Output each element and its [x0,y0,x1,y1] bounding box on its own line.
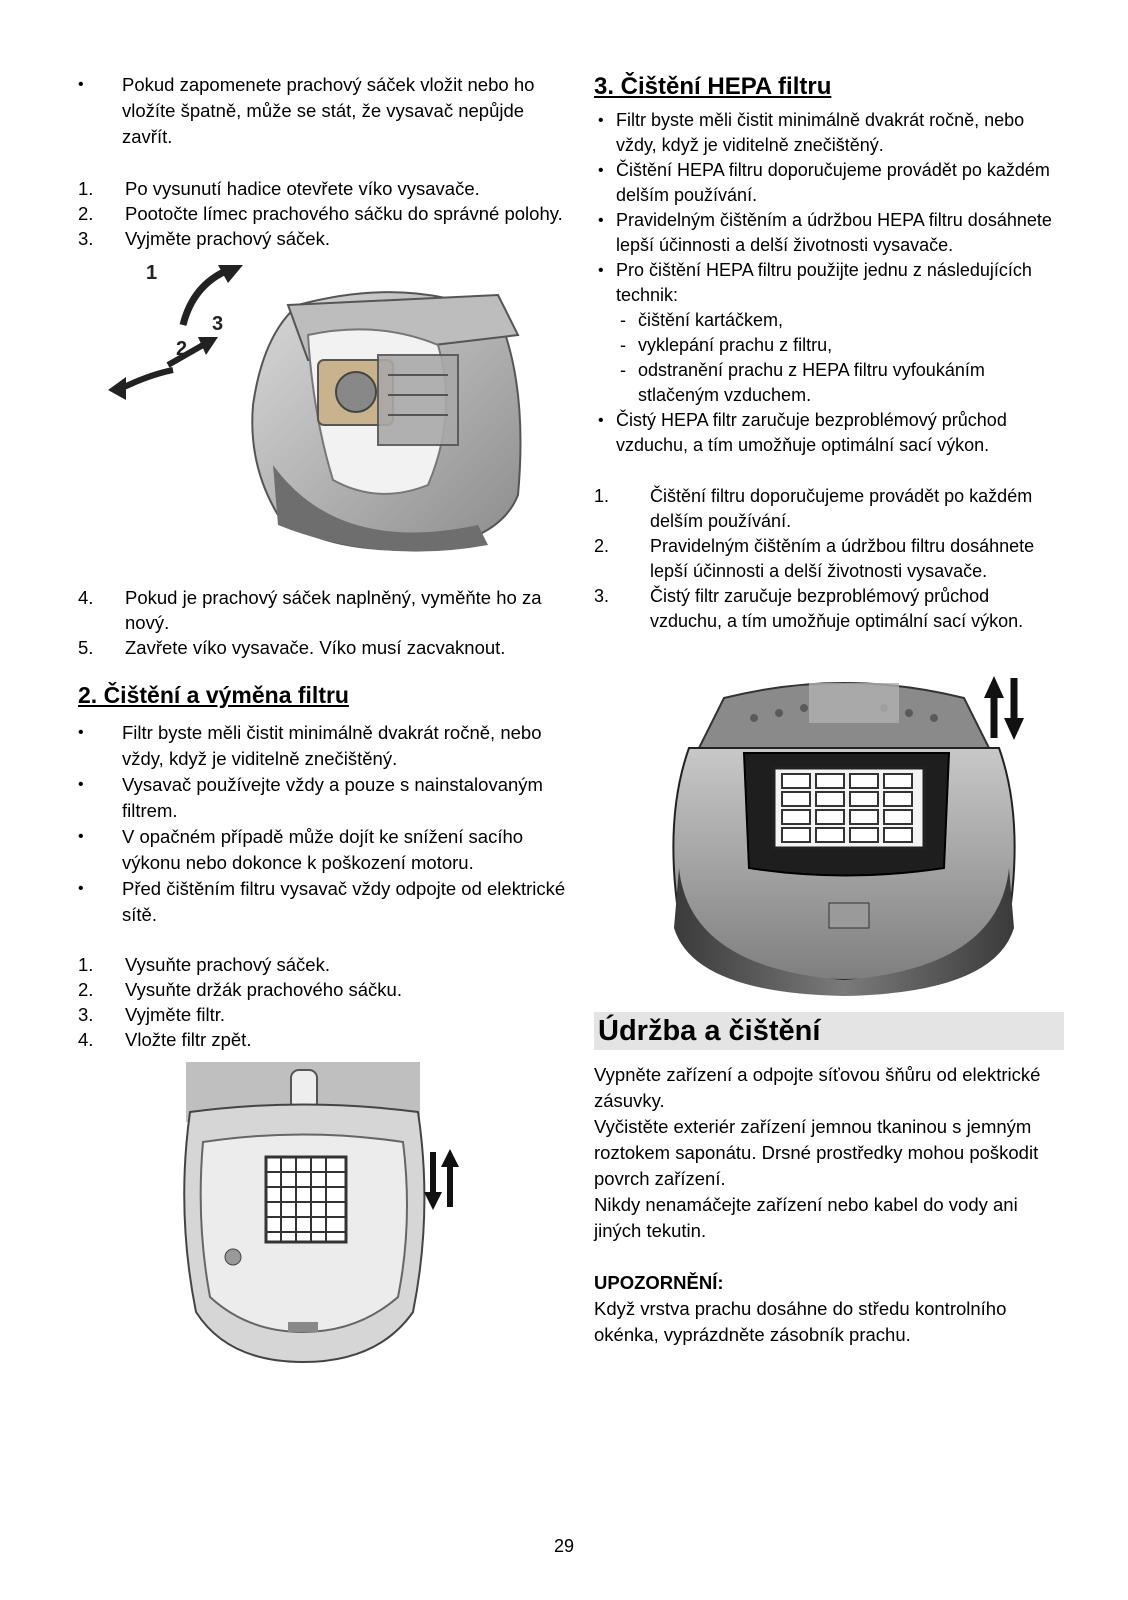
maintenance-paragraph: Vypněte zařízení a odpojte síťovou šňůru od elektrické zásuvky. [594,1064,1041,1111]
list-item: • Vysavač používejte vždy a pouze s nainstalovaným filtrem. [78,772,568,824]
list-item: 1. Po vysunutí hadice otevřete víko vysavače. [78,178,480,199]
up-down-arrows-icon [984,676,1024,740]
maintenance-paragraph: Nikdy nenamáčejte zařízení nebo kabel do vody ani jiných tekutin. [594,1194,1018,1241]
section2-steps [78,952,568,1052]
list-item: 4. Vložte filtr zpět. [78,1029,252,1050]
list-item: • Čištění HEPA filtru doporučujeme provádět po každém delším používání. [594,158,1064,208]
list-item: - čištění kartáčkem, [616,308,1064,333]
section3-bullet-last [594,408,1064,458]
list-item: 4. Pokud je prachový sáček naplněný, vyměňte ho za nový. [78,587,542,633]
list-item: 2. Vysuňte držák prachového sáčku. [78,979,402,1000]
maintenance-paragraph: Vyčistěte exteriér zařízení jemnou tkaninou s jemným roztokem saponátu. Drsné prostředky mohou poškodit povrch zařízení. [594,1116,1039,1189]
up-down-arrows-icon [424,1149,459,1210]
list-item: • Filtr byste měli čistit minimálně dvakrát ročně, nebo vždy, když je viditelně znečištěný. [594,108,1064,158]
section2-bullets [78,720,568,928]
list-item: 2. Pootočte límec prachového sáčku do správné polohy. [78,203,563,224]
figure1-label-2: 2 [176,338,188,360]
list-item: • Pro čištění HEPA filtru použijte jednu z následujících technik: [594,258,1064,308]
list-item: 2. Pravidelným čištěním a údržbou filtru dosáhnete lepší účinnosti a delší životnosti vysavače. [594,536,1035,581]
warning-text: Když vrstva prachu dosáhne do středu kontrolního okénka, vyprázdněte zásobník prachu. [594,1298,1007,1345]
figure1-label-3: 3 [212,313,224,335]
section2-title: 2. Čištění a výměna filtru [78,682,349,708]
list-item: 5. Zavřete víko vysavače. Víko musí zacvaknout. [78,637,506,658]
intro-bullets [78,72,568,150]
list-item: • Filtr byste měli čistit minimálně dvakrát ročně, nebo vždy, když je viditelně znečištěný. [78,720,568,772]
figure-dust-bag [78,265,568,565]
maintenance-text [594,1062,1064,1244]
maintenance-title: Údržba a čištění [594,1012,1064,1050]
figure1-label-1: 1 [146,265,158,284]
list-item: - vyklepání prachu z filtru, [616,333,1064,358]
section3-bullets [594,108,1064,308]
steps-list-b [78,585,568,660]
left-column [78,72,568,1367]
list-item: 1. Vysuňte prachový sáček. [78,954,330,975]
warning-title: UPOZORNĚNÍ: [594,1272,724,1293]
section3-title: 3. Čištění HEPA filtru [594,73,832,100]
right-column [594,72,1064,1348]
list-item: 3. Vyjměte filtr. [78,1004,226,1025]
list-item: 1. Čištění filtru doporučujeme provádět po každém delším používání. [594,486,1033,531]
hepa-filter-illustration [594,668,1064,998]
list-item: • V opačném případě může dojít ke snížení sacího výkonu nebo dokonce k poškození motoru. [78,824,568,876]
page-number: 29 [553,1536,575,1556]
dust-bag-illustration [78,265,568,565]
list-item: • Pravidelným čištěním a údržbou HEPA filtru dosáhnete lepší účinnosti a delší životnosti vysavače. [594,208,1064,258]
list-item: • Čistý HEPA filtr zaručuje bezproblémový průchod vzduchu, a tím umožňuje optimální sací výkon. [594,408,1064,458]
section3-steps [594,484,1064,634]
intro-bullet: • Pokud zapomenete prachový sáček vložit nebo ho vložíte špatně, může se stát, že vysavač nepůjde zavřít. [78,72,568,150]
section3-dashes [594,308,1064,408]
figure-hepa-filter [594,668,1064,998]
list-item: • Před čištěním filtru vysavač vždy odpojte od elektrické sítě. [78,876,568,928]
list-item: 3. Čistý filtr zaručuje bezproblémový průchod vzduchu, a tím umožňuje optimální sací výkon. [594,586,1024,631]
filter-removal-illustration [78,1062,568,1367]
list-item: - odstranění prachu z HEPA filtru vyfoukáním stlačeným vzduchem. [616,358,1064,408]
steps-list-a [78,176,568,251]
figure-filter-removal [78,1062,568,1367]
list-item: 3. Vyjměte prachový sáček. [78,228,330,249]
